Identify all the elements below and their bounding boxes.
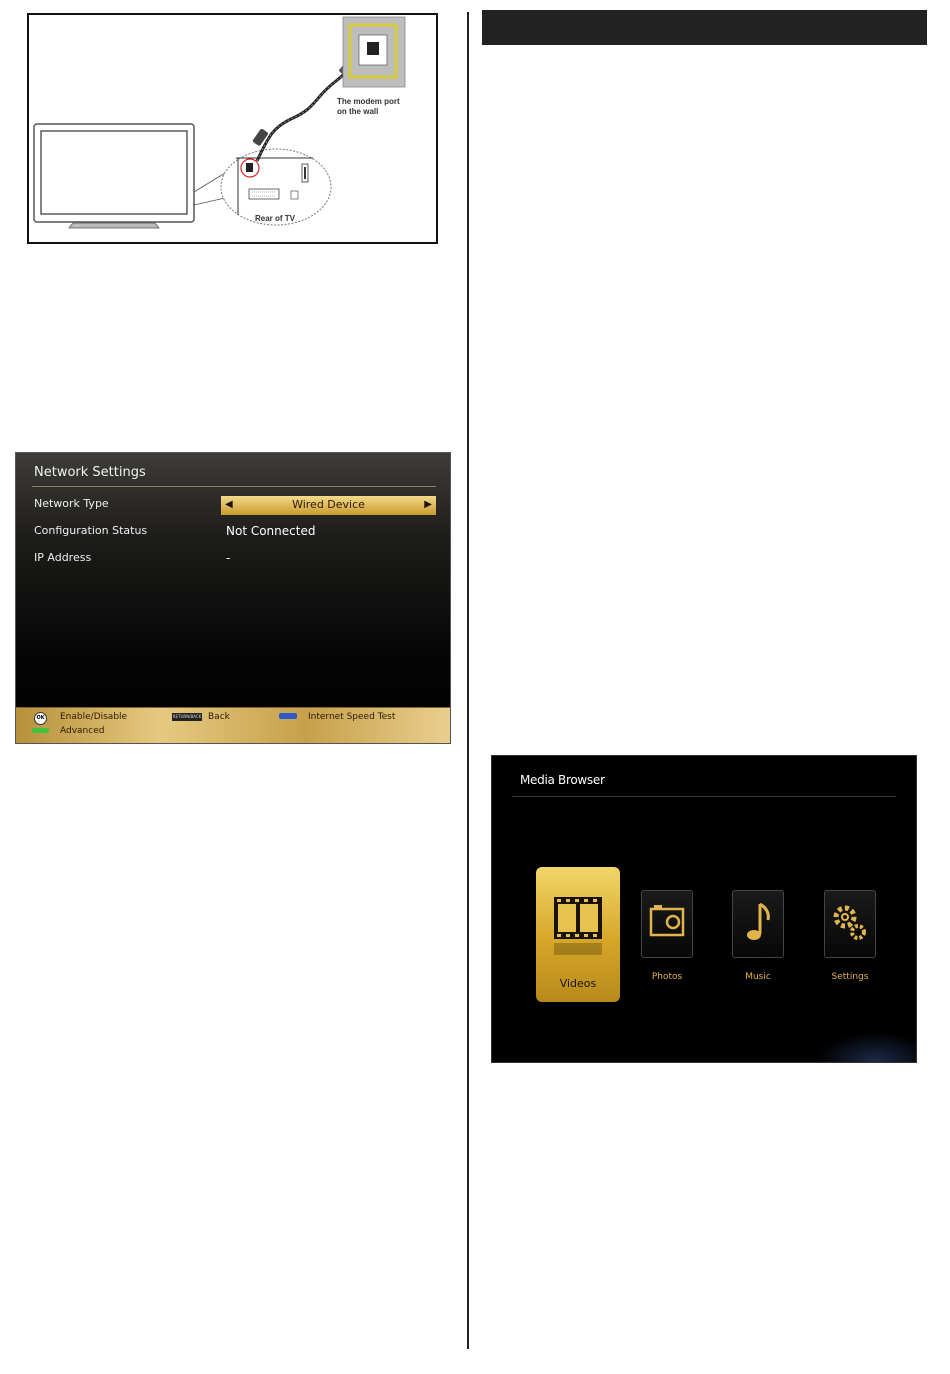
section-header-bar bbox=[482, 10, 927, 45]
camera-icon bbox=[641, 890, 693, 958]
media-item-music[interactable] bbox=[732, 890, 784, 982]
network-type-value: Wired Device bbox=[292, 498, 365, 511]
settings-label: Settings bbox=[831, 972, 869, 982]
arrow-left-icon[interactable]: ◀ bbox=[225, 499, 233, 510]
rear-of-tv-label: Rear of TV bbox=[255, 214, 296, 223]
wall-port-label-line2: on the wall bbox=[337, 107, 379, 116]
media-browser-title: Media Browser bbox=[520, 773, 605, 787]
ok-key-icon: OK bbox=[34, 712, 47, 725]
column-divider bbox=[467, 12, 469, 1349]
gears-icon bbox=[824, 890, 876, 958]
internet-speed-test-hint: Internet Speed Test bbox=[308, 712, 396, 722]
wall-port-label bbox=[337, 97, 400, 117]
videos-label: Videos bbox=[559, 977, 597, 990]
media-item-videos[interactable] bbox=[536, 867, 620, 1002]
network-type-selector[interactable] bbox=[221, 496, 436, 515]
arrow-right-icon[interactable]: ▶ bbox=[424, 499, 432, 510]
background-swoosh bbox=[816, 1032, 917, 1063]
back-key-icon: RETURN/BACK bbox=[172, 714, 202, 719]
media-item-photos[interactable] bbox=[641, 890, 693, 982]
photos-label: Photos bbox=[651, 972, 683, 982]
title-divider bbox=[32, 486, 436, 487]
configuration-status-value: Not Connected bbox=[226, 524, 316, 538]
title-divider bbox=[512, 796, 896, 797]
connection-illustration bbox=[29, 15, 440, 246]
music-note-icon bbox=[732, 890, 784, 958]
media-item-settings[interactable] bbox=[824, 890, 876, 982]
connection-diagram bbox=[27, 13, 438, 244]
blue-key-icon bbox=[279, 713, 297, 719]
advanced-hint: Advanced bbox=[60, 726, 105, 736]
network-settings-title: Network Settings bbox=[34, 465, 146, 480]
enable-disable-hint: Enable/Disable bbox=[60, 712, 128, 722]
back-hint: Back bbox=[208, 712, 230, 722]
key-hint-footer bbox=[16, 707, 450, 743]
configuration-status-label: Configuration Status bbox=[34, 524, 148, 537]
green-key-icon bbox=[32, 728, 49, 733]
network-type-label: Network Type bbox=[34, 497, 109, 510]
media-browser-screen bbox=[491, 755, 917, 1063]
ip-address-value: - bbox=[226, 551, 231, 565]
wall-port-label-line1: The modem port bbox=[337, 97, 400, 106]
network-settings-screen bbox=[15, 452, 451, 744]
music-label: Music bbox=[745, 972, 771, 982]
ip-address-label: IP Address bbox=[34, 551, 92, 564]
